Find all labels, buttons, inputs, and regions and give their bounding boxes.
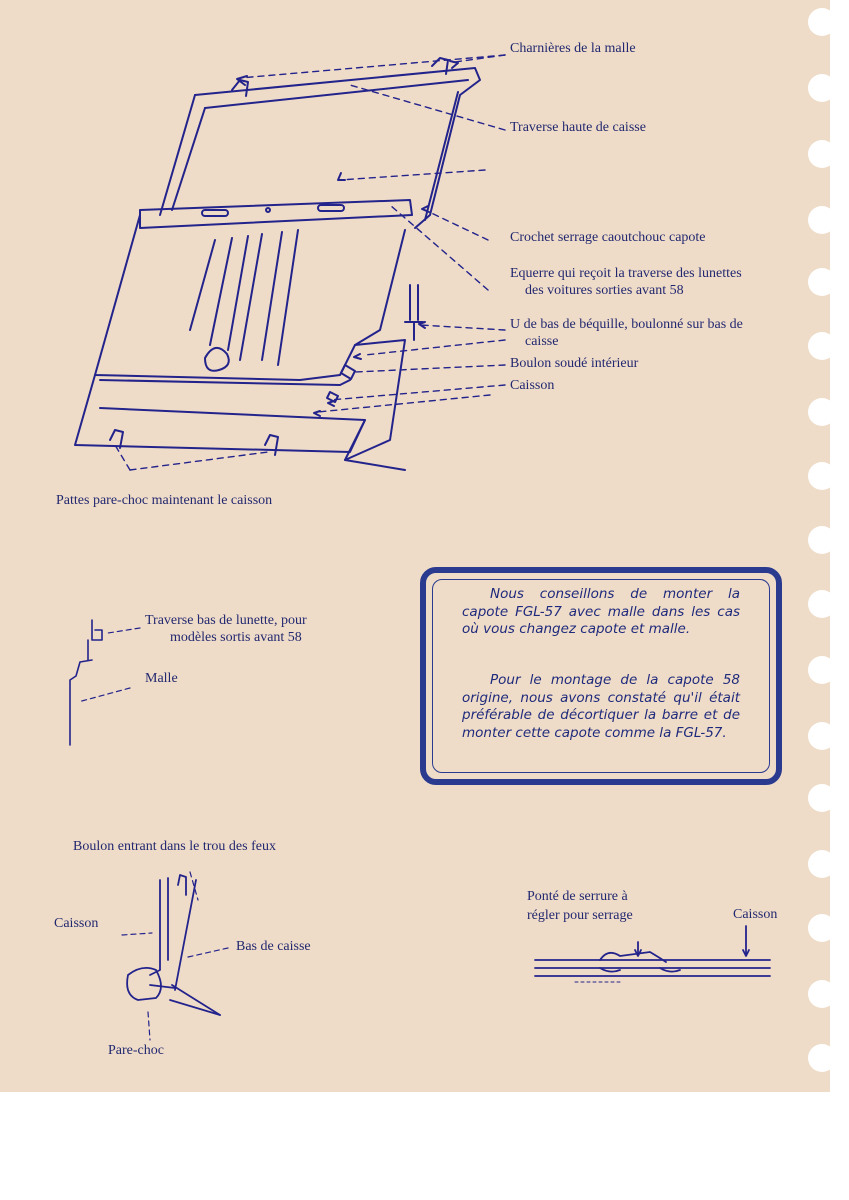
leader-equerre bbox=[390, 205, 488, 290]
lid-rib bbox=[210, 238, 232, 345]
label-pattes: Pattes pare-choc maintenant le caisson bbox=[56, 493, 273, 508]
welded-bolt bbox=[341, 365, 355, 379]
leader-u-bas bbox=[420, 325, 505, 330]
label-u-bas-line1: U de bas de béquille, boulonné sur bas de bbox=[510, 317, 743, 332]
label-caisson-left: Caisson bbox=[54, 916, 99, 931]
label-ponte-line1: Ponté de serrure à bbox=[527, 889, 628, 904]
caisson-top-edge bbox=[100, 380, 350, 385]
leader-pattes-left bbox=[115, 445, 130, 470]
arrowhead bbox=[314, 411, 320, 416]
label-boulon-soude: Boulon soudé intérieur bbox=[510, 356, 639, 371]
lid-rib bbox=[278, 230, 298, 365]
leader-caisson-2 bbox=[318, 395, 490, 412]
label-pare-choc: Pare-choc bbox=[108, 1043, 164, 1058]
arrowhead bbox=[328, 401, 334, 406]
lid-rib bbox=[190, 240, 215, 330]
label-boulon-entrant: Boulon entrant dans le trou des feux bbox=[73, 839, 276, 854]
leader-traverse-haute bbox=[350, 85, 505, 130]
label-equerre-line1: Equerre qui reçoit la traverse des lunettes bbox=[510, 266, 742, 281]
leader-charnieres bbox=[240, 55, 505, 78]
crossbar-slot bbox=[202, 210, 228, 216]
leader-caisson bbox=[330, 385, 505, 400]
detail-ponte bbox=[535, 926, 770, 982]
note-paragraph-2: Pour le montage de la capote 58 origine, nous avons constaté qu'il était préférable de décortiquer la barre et de monter cette capote comme la FGL-57. bbox=[462, 672, 740, 741]
lid-rib bbox=[240, 234, 262, 360]
lid-rib bbox=[262, 232, 282, 360]
label-ponte-line2: régler pour serrage bbox=[527, 908, 633, 923]
note-paragraph-1: Nous conseillons de monter la capote FGL-57 avec malle dans les cas où vous changez capote et malle. bbox=[462, 586, 740, 637]
label-caisson-right: Caisson bbox=[733, 907, 778, 922]
arrowhead bbox=[338, 173, 345, 180]
label-traverse-bas-line2: modèles sortis avant 58 bbox=[170, 630, 302, 645]
arrowhead bbox=[450, 61, 458, 68]
crossbar-rivet bbox=[266, 208, 270, 212]
crossbar-slot bbox=[318, 205, 344, 211]
label-u-bas-line2: caisse bbox=[525, 334, 559, 349]
label-traverse-haute: Traverse haute de caisse bbox=[510, 120, 646, 135]
leader-pattes-right bbox=[130, 452, 268, 470]
leader-traverse-upper bbox=[340, 170, 485, 180]
leader-boulon-soude bbox=[355, 365, 505, 372]
caisson-body bbox=[75, 375, 365, 452]
arrowhead bbox=[354, 354, 361, 359]
u-bracket bbox=[405, 285, 423, 340]
label-charnieres: Charnières de la malle bbox=[510, 41, 636, 56]
crossbar bbox=[140, 200, 412, 228]
label-bas-caisse: Bas de caisse bbox=[236, 939, 311, 954]
label-crochet: Crochet serrage caoutchouc capote bbox=[510, 230, 706, 245]
caisson-bottom-edge bbox=[345, 460, 405, 470]
label-equerre-line2: des voitures sorties avant 58 bbox=[525, 283, 684, 298]
leader-crochet bbox=[425, 210, 488, 240]
label-traverse-bas-line1: Traverse bas de lunette, pour bbox=[145, 613, 307, 628]
label-malle: Malle bbox=[145, 671, 178, 686]
lid-lock bbox=[205, 348, 229, 371]
detail-traverse-bas bbox=[70, 620, 140, 745]
leader-charnieres-2 bbox=[455, 55, 505, 62]
detail-boulon bbox=[122, 872, 228, 1040]
label-caisson-top: Caisson bbox=[510, 378, 555, 393]
